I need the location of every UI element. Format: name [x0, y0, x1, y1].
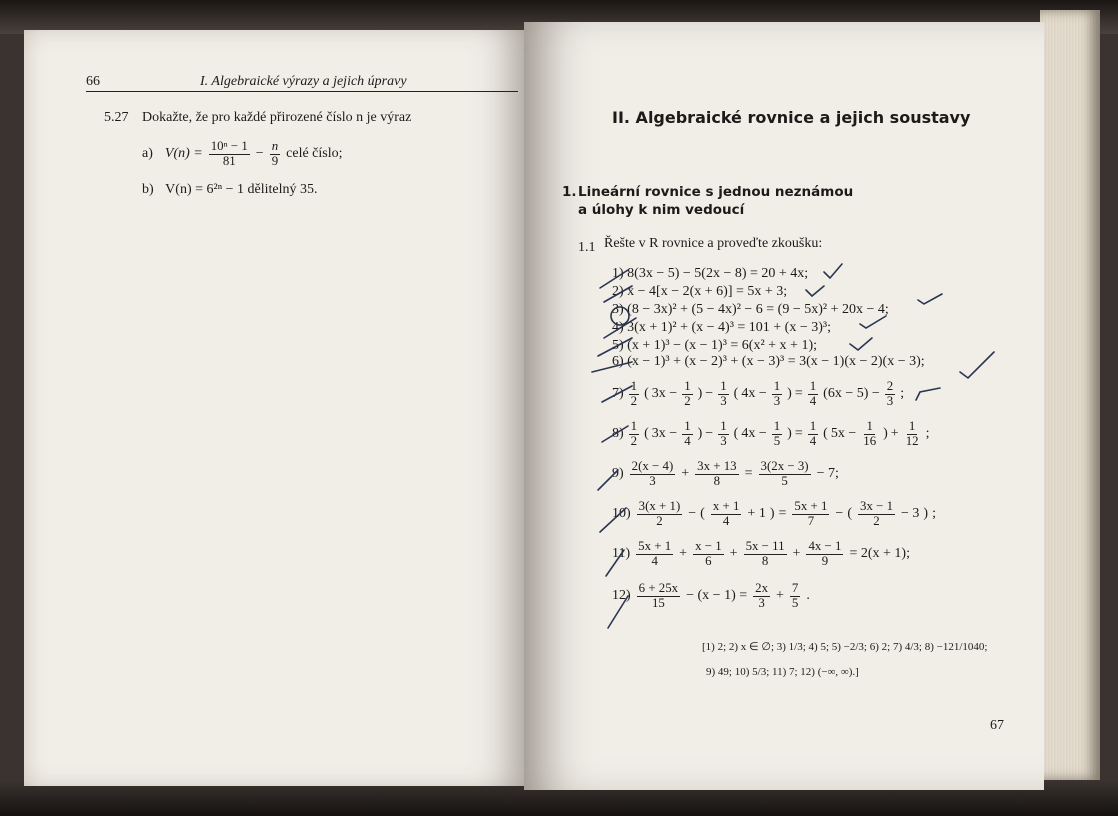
denominator: 6 — [705, 553, 712, 568]
term: 4x − — [741, 426, 767, 442]
checkmark — [806, 286, 824, 296]
checkmark — [850, 338, 872, 350]
eq-label: 10) — [612, 506, 631, 522]
denominator: 5 — [781, 473, 788, 488]
pen-stroke — [604, 286, 632, 302]
operator: + — [776, 588, 784, 604]
numerator: 1 — [773, 379, 781, 393]
eq-label: 11) — [612, 546, 631, 562]
numerator: 3(x + 1) — [638, 499, 681, 513]
equation-2: 2) x − 4[x − 2(x + 6)] = 5x + 3; — [612, 284, 788, 299]
denominator: 2 — [873, 513, 880, 528]
denominator: 12 — [905, 433, 919, 448]
numerator: 3x − 1 — [860, 499, 894, 513]
denominator: 3 — [720, 433, 727, 448]
denominator: 3 — [773, 393, 781, 408]
right-page-number: 67 — [990, 718, 1004, 733]
denominator: 8 — [761, 553, 769, 568]
term: 5x − — [830, 426, 857, 442]
numerator: 1 — [630, 419, 638, 433]
numerator: 2(x − 4) — [631, 459, 674, 473]
numerator: 10ⁿ − 1 — [210, 139, 248, 153]
pen-stroke — [604, 318, 636, 338]
term: = 2(x + 1); — [849, 546, 910, 562]
denominator: 4 — [809, 393, 817, 408]
numerator: n — [271, 139, 279, 153]
paren: ( — [847, 506, 852, 522]
denominator: 4 — [809, 433, 817, 448]
item-a-lhs: V(n) = — [164, 146, 203, 162]
numerator: 1 — [809, 419, 817, 433]
term: 3x − — [651, 426, 678, 442]
operator: − — [835, 506, 844, 522]
item-b-text: V(n) = 6²ⁿ − 1 dělitelný 35. — [165, 182, 318, 197]
denominator: 4 — [684, 433, 691, 448]
term: 3x − — [651, 386, 678, 402]
eq-label: 9) — [612, 466, 624, 482]
problem-number: 5.27 — [104, 110, 129, 125]
section-title-line1: Lineární rovnice s jednou neznámou — [578, 184, 854, 200]
eq-label: 12) — [612, 588, 631, 604]
punctuation: ; — [900, 386, 905, 402]
term: − 7; — [816, 466, 839, 482]
operator: = — [744, 466, 753, 482]
equation-4: 4) 3(x + 1)² + (x − 4)³ = 101 + (x − 3)³; — [612, 320, 831, 335]
denominator: 4 — [651, 553, 658, 568]
numerator: 2 — [886, 379, 894, 393]
denominator: 3 — [758, 595, 765, 610]
item-b-label: b) — [142, 182, 154, 197]
denominator: 2 — [630, 393, 638, 408]
eq-label: 8) — [612, 426, 624, 442]
numerator: 5x − 11 — [745, 539, 785, 553]
equation-3: 3) (8 − 3x)² + (5 − 4x)² − 6 = (9 − 5x)² + 20x − 4; — [612, 302, 889, 317]
pen-stroke — [608, 596, 628, 628]
denominator: 3 — [886, 393, 894, 408]
term: − 3 — [901, 506, 920, 522]
answers-line-2: 9) 49; 10) 5/3; 11) 7; 12) (−∞, ∞).] — [706, 666, 859, 678]
paren: ( — [823, 426, 828, 442]
operator: + — [890, 426, 899, 442]
term: 4x − — [741, 386, 767, 402]
denominator: 5 — [791, 595, 799, 610]
paren: ) — [769, 506, 775, 522]
chapter-title: II. Algebraické rovnice a jejich soustavy — [612, 108, 971, 127]
numerator: x − 1 — [695, 539, 722, 553]
checkmark — [916, 388, 940, 400]
checkmark — [918, 294, 942, 304]
pen-stroke — [598, 470, 618, 490]
operator: + — [729, 546, 738, 562]
numerator: 3x + 13 — [697, 459, 737, 473]
operator: − — [255, 146, 264, 162]
section-number: 1. — [562, 184, 577, 200]
answers-line-1: [1) 2; 2) x ∈ ∅; 3) 1/3; 4) 5; 5) −2/3; 6) 2; 7) 4/3; 8) −121/1040; — [702, 641, 988, 653]
punctuation: . — [806, 588, 810, 604]
punctuation: ; — [925, 426, 930, 442]
paren: ( — [733, 386, 739, 402]
pen-stroke — [598, 338, 632, 356]
numerator: 6 + 25x — [638, 581, 679, 595]
numerator: 1 — [773, 419, 781, 433]
operator: − — [705, 386, 714, 402]
denominator: 5 — [773, 433, 781, 448]
task-number: 1.1 — [578, 240, 596, 255]
denominator: 3 — [649, 473, 656, 488]
numerator: 5x + 1 — [638, 539, 672, 553]
item-a-label: a) — [142, 146, 153, 162]
problem-text: Dokažte, že pro každé přirozené číslo n je výraz — [142, 110, 412, 125]
checkmark — [860, 316, 886, 328]
denominator: 7 — [807, 513, 815, 528]
paren: ) — [697, 426, 703, 442]
pen-stroke — [606, 550, 624, 576]
denominator: 4 — [722, 513, 730, 528]
numerator: 4x − 1 — [808, 539, 842, 553]
pen-stroke — [592, 362, 632, 372]
numerator: 2x — [755, 581, 769, 595]
term: (6x − 5) − — [823, 386, 880, 402]
paren: ( — [733, 426, 739, 442]
checkmark — [960, 352, 994, 378]
numerator: 3(2x − 3) — [760, 459, 809, 473]
checkmark — [824, 264, 842, 278]
operator: − — [705, 426, 714, 442]
pen-stroke — [602, 386, 632, 402]
denominator: 9 — [271, 153, 279, 168]
equation-6: 6) (x − 1)³ + (x − 2)³ + (x − 3)³ = 3(x − 1)(x − 2)(x − 3); — [612, 354, 925, 369]
operator: − — [688, 506, 697, 522]
paren: ( — [700, 506, 705, 522]
denominator: 2 — [656, 513, 663, 528]
eq-label: 7) — [612, 386, 624, 402]
pen-stroke — [602, 426, 628, 442]
denominator: 9 — [821, 553, 829, 568]
task-text: Řešte v R rovnice a proveďte zkoušku: — [604, 236, 823, 251]
numerator: 1 — [684, 379, 691, 393]
denominator: 16 — [863, 433, 877, 448]
numerator: x + 1 — [712, 499, 740, 513]
paren: ) — [697, 386, 703, 402]
equation-5: 5) (x + 1)³ − (x − 1)³ = 6(x² + x + 1); — [612, 338, 817, 353]
numerator: 1 — [866, 419, 873, 433]
denominator: 2 — [630, 433, 638, 448]
numerator: 1 — [908, 419, 916, 433]
paren: ) — [923, 506, 929, 522]
paren: ) — [787, 386, 792, 402]
operator: = — [794, 426, 803, 442]
running-header: I. Algebraické výrazy a jejich úpravy — [200, 74, 407, 89]
paren: ( — [644, 426, 649, 442]
paren: ( — [644, 386, 649, 402]
denominator: 81 — [222, 153, 236, 168]
paren: ) — [787, 426, 792, 442]
numerator: 7 — [791, 581, 799, 595]
denominator: 3 — [720, 393, 727, 408]
operator: + — [679, 546, 688, 562]
paren: ) — [883, 426, 888, 442]
left-page-number: 66 — [86, 74, 100, 89]
operator: + — [681, 466, 690, 482]
denominator: 8 — [713, 473, 721, 488]
term: − (x − 1) = — [686, 588, 748, 604]
operator: = — [778, 506, 787, 522]
pen-stroke — [600, 508, 626, 532]
denominator: 2 — [684, 393, 691, 408]
numerator: 1 — [630, 379, 638, 393]
punctuation: ; — [932, 506, 936, 522]
numerator: 1 — [809, 379, 817, 393]
item-a-tail: celé číslo; — [286, 146, 343, 162]
operator: = — [794, 386, 803, 402]
pen-circle — [611, 307, 629, 325]
numerator: 1 — [720, 379, 727, 393]
pen-stroke — [600, 270, 628, 288]
denominator: 15 — [651, 595, 665, 610]
numerator: 1 — [684, 419, 691, 433]
equation-1: 1) 8(3x − 5) − 5(2x − 8) = 20 + 4x; — [612, 266, 809, 281]
term: + 1 — [747, 506, 766, 522]
section-title-line2: a úlohy k nim vedoucí — [578, 202, 745, 218]
numerator: 1 — [720, 419, 727, 433]
numerator: 5x + 1 — [794, 499, 828, 513]
operator: + — [792, 546, 801, 562]
